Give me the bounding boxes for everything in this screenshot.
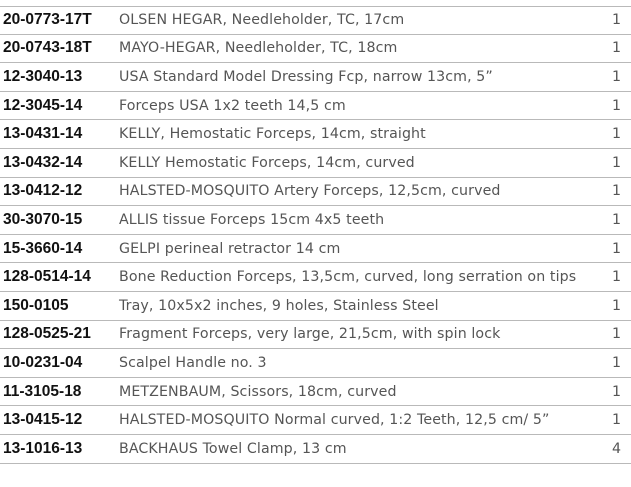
item-code: 12-3040-13 [3, 67, 83, 85]
item-description: MAYO-HEGAR, Needleholder, TC, 18cm [119, 40, 398, 57]
item-quantity: 1 [611, 154, 621, 171]
item-description: Forceps USA 1x2 teeth 14,5 cm [119, 97, 346, 114]
instrument-list-table [0, 6, 631, 464]
table-row [0, 206, 631, 235]
item-quantity: 1 [611, 126, 621, 143]
table-row [0, 406, 631, 435]
item-code: 13-1016-13 [3, 439, 83, 457]
item-code: 11-3105-18 [3, 382, 82, 400]
table-row [0, 378, 631, 407]
item-description: KELLY Hemostatic Forceps, 14cm, curved [119, 154, 415, 171]
table-row [0, 6, 631, 35]
item-quantity: 1 [611, 269, 621, 286]
item-quantity: 1 [611, 211, 621, 228]
item-code: 20-0743-18T [3, 39, 92, 57]
item-code: 30-3070-15 [3, 210, 83, 228]
item-code: 150-0105 [3, 296, 69, 314]
item-code: 20-0773-17T [3, 11, 92, 29]
item-code: 128-0514-14 [3, 268, 91, 286]
item-quantity: 1 [611, 183, 621, 200]
item-quantity: 1 [611, 412, 621, 429]
item-code: 128-0525-21 [3, 325, 91, 343]
item-description: Fragment Forceps, very large, 21,5cm, with spin lock [119, 326, 501, 343]
item-quantity: 1 [611, 97, 621, 114]
item-quantity: 1 [611, 354, 621, 371]
item-description: HALSTED-MOSQUITO Artery Forceps, 12,5cm, curved [119, 183, 501, 200]
table-row [0, 178, 631, 207]
item-code: 10-0231-04 [3, 353, 83, 371]
item-quantity: 4 [611, 440, 621, 457]
item-code: 15-3660-14 [3, 239, 83, 257]
item-description: BACKHAUS Towel Clamp, 13 cm [119, 440, 347, 457]
table-row [0, 63, 631, 92]
item-code: 12-3045-14 [3, 96, 83, 114]
item-quantity: 1 [611, 240, 621, 257]
table-row [0, 349, 631, 378]
table-row [0, 435, 631, 464]
item-code: 13-0415-12 [3, 411, 83, 429]
item-description: GELPI perineal retractor 14 cm [119, 240, 341, 257]
item-quantity: 1 [611, 40, 621, 57]
item-description: HALSTED-MOSQUITO Normal curved, 1:2 Teeth, 12,5 cm/ 5” [119, 412, 550, 429]
table-row [0, 35, 631, 64]
item-quantity: 1 [611, 326, 621, 343]
table-row [0, 149, 631, 178]
table-row [0, 263, 631, 292]
item-description: Scalpel Handle no. 3 [119, 354, 267, 371]
item-quantity: 1 [611, 68, 621, 85]
item-description: ALLIS tissue Forceps 15cm 4x5 teeth [119, 211, 385, 228]
item-description: Tray, 10x5x2 inches, 9 holes, Stainless Steel [119, 297, 439, 314]
item-quantity: 1 [611, 297, 621, 314]
table-row [0, 235, 631, 264]
table-row [0, 92, 631, 121]
table-row [0, 321, 631, 350]
item-code: 13-0432-14 [3, 153, 83, 171]
item-description: KELLY, Hemostatic Forceps, 14cm, straight [119, 126, 426, 143]
table-row [0, 120, 631, 149]
item-description: Bone Reduction Forceps, 13,5cm, curved, long serration on tips [119, 269, 577, 286]
item-description: USA Standard Model Dressing Fcp, narrow 13cm, 5” [119, 68, 493, 85]
item-description: OLSEN HEGAR, Needleholder, TC, 17cm [119, 12, 405, 29]
item-code: 13-0412-12 [3, 182, 83, 200]
item-quantity: 1 [611, 12, 621, 29]
item-description: METZENBAUM, Scissors, 18cm, curved [119, 383, 397, 400]
item-quantity: 1 [611, 383, 621, 400]
table-row [0, 292, 631, 321]
item-code: 13-0431-14 [3, 125, 83, 143]
